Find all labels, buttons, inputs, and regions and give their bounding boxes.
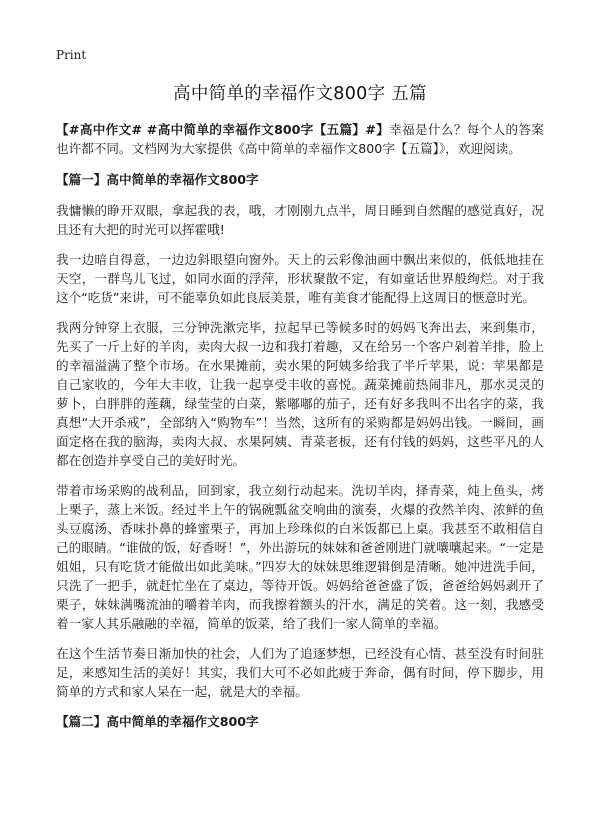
paragraph-2: 我一边暗自得意，一边边斜眼望向窗外。天上的云彩像油画中飘出来似的，低低地挂在天空，一群鸟儿飞过，如同水面的浮萍，形状聚散不定，有如童话世界般绚烂。对于我这个“吃货”来讲，可不能辜负如此良辰美景，唯有美食才能配得上这周日的惬意时光。 <box>56 252 544 305</box>
intro-tags: 【#高中作文# #高中简单的幸福作文800字【五篇】#】 <box>56 122 390 137</box>
intro-text: 幸福是什么？每个人的答案也许都不同。文档网为大家提供《高中简单的幸福作文800字【五篇】》，欢迎阅读。 <box>56 122 544 156</box>
paragraph-5: 在这个生活节奏日渐加快的社会，人们为了追逐梦想，已经没有心情、甚至没有时间驻足，来感知生活的美好！其实，我们大可不必如此疲于奔命，偶有时间，停下脚步，用简单的方式和家人呆在一起，就是大的幸福。 <box>56 646 544 699</box>
paragraph-4: 带着市场采购的战利品，回到家，我立刻行动起来。洗切羊肉，择青菜，炖上鱼头，烤上栗子，蒸上米饭。经过半上午的锅碗瓢盆交响曲的演奏，火爆的孜然羊肉、浓鲜的鱼头豆腐汤、香味扑鼻的蜂蜜栗子，再加上珍珠似的白米饭都已上桌。我甚至不敢相信自己的眼睛。“谁做的饭，好香呀！”，外出游玩的妹妹和爸爸刚进门就嚷嚷起来。“一定是姐姐，只有吃货才能做出如此美味。”四岁大的妹妹思维逻辑倒是清晰。她冲进洗手间，只洗了一把手，就赶忙坐在了桌边，等待开饭。妈妈给爸爸盛了饭，爸爸给妈妈剥开了栗子，妹妹满嘴流油的嚼着羊肉，而我擦着额头的汗水，满足的笑着。这一刻，我感受着一家人其乐融融的幸福，简单的饭菜，给了我们一家人简单的幸福。 <box>56 483 544 631</box>
section-heading-1: 【篇一】高中简单的幸福作文800字 <box>56 172 259 187</box>
print-label: Print <box>56 48 87 62</box>
document-title: 高中简单的幸福作文800字 五篇 <box>173 84 427 104</box>
section-heading-2: 【篇二】高中简单的幸福作文800字 <box>56 714 259 729</box>
document-body <box>56 120 544 743</box>
intro-paragraph <box>56 120 544 158</box>
paragraph-3: 我两分钟穿上衣服，三分钟洗漱完毕，拉起早已等候多时的妈妈飞奔出去，来到集市，先买了一斤上好的羊肉，卖肉大叔一边和我打着趣，又在给另一个客户剁着羊排，脸上的幸福溢满了整个市场。在水果摊前，卖水果的阿姨多给我了半斤苹果，说：苹果都是自己家收的，今年大丰收，让我一起享受丰收的喜悦。蔬菜摊前热闹非凡，那水灵灵的萝卜，白胖胖的莲藕，绿莹莹的白菜，紫嘟嘟的茄子，还有好多我叫不出名字的菜，我真想“大开杀戒”，全部纳入“购物车”！当然，这所有的采购都是妈妈出钱。一瞬间，画面定格在我的脑海，卖肉大叔、水果阿姨、青菜老板，还有付钱的妈妈，这些平凡的人都在创造并享受自己的美好时光。 <box>56 320 544 468</box>
paragraph-1: 我慵懒的睁开双眼，拿起我的表，哦，才刚刚九点半，周日睡到自然醒的感觉真好，况且还有大把的时光可以挥霍哦! <box>56 203 544 237</box>
